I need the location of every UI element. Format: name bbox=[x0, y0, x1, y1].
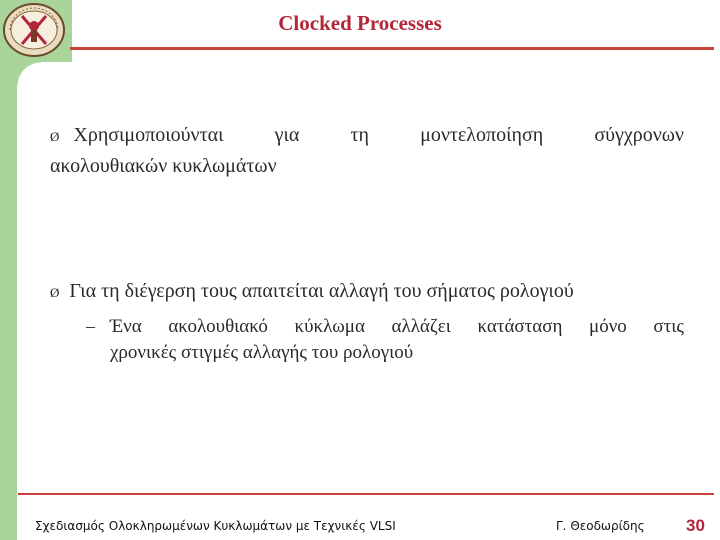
footer-author: Γ. Θεοδωρίδης bbox=[556, 519, 645, 533]
sub-bullet-word: κατάσταση bbox=[477, 316, 563, 337]
bullet-1-word: τη bbox=[350, 124, 369, 146]
bullet-1-word: Χρησιμοποιούνται bbox=[73, 124, 224, 146]
sub-bullet-second-line: χρονικές στιγμές αλλαγής του ρολογιού bbox=[110, 342, 414, 363]
bullet-2-text: Για τη διέγερση τους απαιτείται αλλαγή του σήματος ρολογιού bbox=[69, 280, 574, 302]
bullet-1-word: μοντελοποίηση bbox=[420, 124, 544, 146]
bullet-2 bbox=[50, 280, 574, 303]
sub-bullet-word: Ένα bbox=[110, 316, 142, 337]
sub-bullet-word: αλλάζει bbox=[391, 316, 451, 337]
footer-rule bbox=[18, 493, 714, 495]
sub-bullet-dash: – bbox=[86, 316, 95, 336]
arrowhead-bullet-icon: Ø bbox=[50, 129, 60, 144]
sub-bullet-word: στις bbox=[653, 316, 684, 337]
page-number: 30 bbox=[686, 516, 705, 535]
bullet-1-word: για bbox=[274, 124, 300, 146]
title-rule bbox=[70, 47, 714, 50]
slide-title: Clocked Processes bbox=[278, 11, 442, 35]
decorative-green-band bbox=[0, 0, 17, 540]
decorative-band-curve bbox=[17, 62, 41, 86]
bullet-1-word: σύγχρονων bbox=[594, 124, 684, 146]
bullet-1-second-line: ακολουθιακών κυκλωμάτων bbox=[50, 155, 277, 177]
footer-course-title: Σχεδιασμός Ολοκληρωμένων Κυκλωμάτων με Τεχνικές VLSI bbox=[35, 519, 396, 533]
sub-bullet-word: κύκλωμα bbox=[294, 316, 365, 337]
arrowhead-bullet-icon: Ø bbox=[50, 285, 60, 300]
sub-bullet-word: μόνο bbox=[589, 316, 627, 337]
bullet-1-first-line bbox=[50, 124, 684, 147]
sub-bullet-first-line bbox=[110, 316, 684, 338]
sub-bullet-word: ακολουθιακό bbox=[168, 316, 268, 337]
